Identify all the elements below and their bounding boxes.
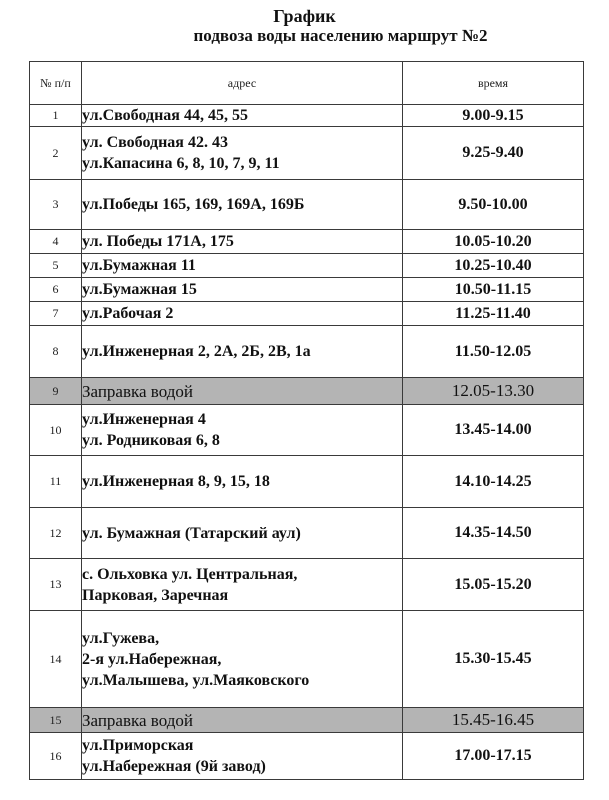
page-title: График [273,6,336,26]
table-row [30,302,584,326]
address-line: ул. Победы 171А, 175 [82,233,234,250]
table-row [30,278,584,302]
row-time: 11.50-12.05 [403,326,584,378]
row-address [82,230,403,254]
address-line: ул.Рабочая 2 [82,305,174,322]
table-row [30,180,584,230]
table-header-row [30,62,584,105]
address-line: ул. Родниковая 6, 8 [82,432,220,449]
address-line: ул.Гужева, [82,629,160,647]
row-address [82,733,403,780]
row-address [82,127,403,180]
table-row [30,508,584,559]
row-number: 16 [30,733,82,780]
row-address [82,405,403,456]
table-row [30,254,584,278]
address-line: ул.Бумажная 15 [82,281,197,298]
row-address [82,559,403,611]
table-row [30,105,584,127]
row-time: 14.10-14.25 [403,456,584,508]
address-line: ул.Свободная 44, 45, 55 [82,107,248,124]
row-time: 15.05-15.20 [403,559,584,611]
page-subtitle: подвоза воды населению маршрут №2 [193,26,488,45]
address-line: ул.Инженерная 2, 2А, 2Б, 2В, 1а [82,343,311,360]
table-row [30,611,584,708]
row-number: 5 [30,254,82,278]
row-address [82,326,403,378]
header-num: № п/п [30,62,82,105]
row-address [82,254,403,278]
row-address [82,611,403,708]
row-number: 10 [30,405,82,456]
table-row [30,230,584,254]
address-line: ул.Приморская [82,737,194,754]
row-time: 9.00-9.15 [403,105,584,127]
row-number: 6 [30,278,82,302]
row-number: 8 [30,326,82,378]
table-row [30,559,584,611]
header-address: адрес [82,62,403,105]
table-row [30,326,584,378]
row-address [82,278,403,302]
address-line: ул.Победы 165, 169, 169А, 169Б [82,196,305,213]
address-line: ул.Инженерная 8, 9, 15, 18 [82,473,270,490]
row-address [82,456,403,508]
row-address [82,378,403,405]
row-number: 2 [30,127,82,180]
row-number: 14 [30,611,82,708]
address-line: с. Ольховка ул. Центральная, [82,565,298,583]
row-number: 15 [30,708,82,733]
row-number: 13 [30,559,82,611]
row-address [82,708,403,733]
row-time: 14.35-14.50 [403,508,584,559]
table-row [30,405,584,456]
address-line: ул.Инженерная 4 [82,411,206,428]
row-address [82,508,403,559]
address-line: Парковая, Заречная [82,586,229,604]
row-time: 10.05-10.20 [403,230,584,254]
schedule-table [29,61,584,780]
row-number: 9 [30,378,82,405]
row-time: 11.25-11.40 [403,302,584,326]
table-row [30,127,584,180]
row-number: 12 [30,508,82,559]
table-row-refill [30,378,584,405]
row-time: 9.25-9.40 [403,127,584,180]
table-body [30,105,584,780]
address-line: ул.Малышева, ул.Маяковского [82,671,310,689]
row-number: 7 [30,302,82,326]
row-number: 1 [30,105,82,127]
row-address [82,180,403,230]
address-line: Заправка водой [82,710,193,730]
row-time: 15.45-16.45 [403,708,584,733]
table-row-refill [30,708,584,733]
row-time: 10.50-11.15 [403,278,584,302]
address-line: ул.Набережная (9й завод) [82,758,266,775]
address-line: Заправка водой [82,381,193,401]
row-address [82,105,403,127]
row-time: 9.50-10.00 [403,180,584,230]
row-time: 13.45-14.00 [403,405,584,456]
table-row [30,456,584,508]
row-number: 11 [30,456,82,508]
address-line: ул.Капасина 6, 8, 10, 7, 9, 11 [82,155,280,172]
header-time: время [403,62,584,105]
address-line: ул. Свободная 42. 43 [82,134,228,151]
address-line: ул.Бумажная 11 [82,257,196,274]
address-line: 2-я ул.Набережная, [82,650,222,668]
row-time: 15.30-15.45 [403,611,584,708]
row-time: 12.05-13.30 [403,378,584,405]
address-line: ул. Бумажная (Татарский аул) [82,524,301,542]
row-address [82,302,403,326]
row-time: 17.00-17.15 [403,733,584,780]
row-number: 4 [30,230,82,254]
table-row [30,733,584,780]
row-number: 3 [30,180,82,230]
row-time: 10.25-10.40 [403,254,584,278]
